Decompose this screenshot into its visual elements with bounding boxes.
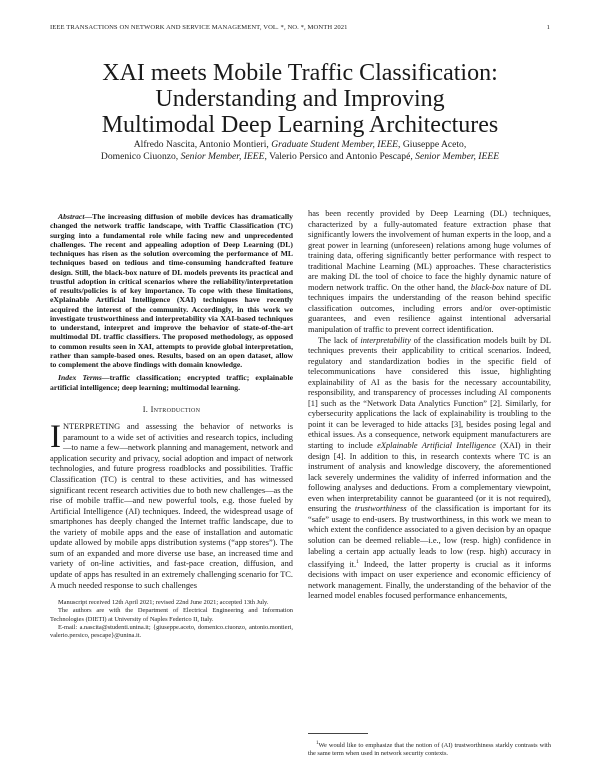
body-paragraph <box>308 336 551 602</box>
author-list <box>50 139 550 164</box>
manuscript-footnotes <box>50 599 293 640</box>
author-role: Senior Member, IEEE <box>415 151 500 163</box>
abstract <box>50 212 293 369</box>
section-number: I. <box>142 404 151 414</box>
footnote-text: We would like to emphasize that the notion of (AI) trustworthiness starkly contrasts with the same term when used in network security contexts. <box>308 742 551 758</box>
left-column <box>50 212 293 641</box>
body-paragraph <box>308 209 551 336</box>
paragraph-text: has been recently provided by Deep Learning (DL) techniques, characterized by a fully-automated feature extraction phase that significantly lowers the involvement of human experts in the loop, and a great power in learning (unforeseen) relations among huge volumes of training data, offering significantly better performance with respect to traditional Machine Learning (ML) approaches. These characteristics are making DL the tool of choice to face the highly dynamic nature of modern network traffic. On the other hand, the <box>308 209 551 292</box>
index-terms-label: Index Terms <box>58 373 102 383</box>
paragraph-text: (XAI) in their design [4]. In addition to this, in research contexts where TC is an instrument of analysis and knowledge discovery, the aforementioned lack severely undermines the validity of inferred information and the following analyses and deductions. From a complementary viewpoint, even when interpretability cannot be guaranteed (or it is not required), ensuring the <box>308 441 551 514</box>
emphasis: trustworthiness <box>354 504 407 514</box>
footnote-marker: 1 <box>356 559 359 566</box>
abstract-label: Abstract <box>58 212 85 221</box>
paragraph-text: nature of DL techniques impairs the understanding of the reason behind specific classification outcomes, including errors and/or over-optimistic guarantees, and even resilience against intentional adversarial manipulation of traffic to prevent correct identification. <box>308 282 551 335</box>
author-line-1 <box>50 139 550 151</box>
index-terms-text: —traffic classification; encrypted traffic; explainable artificial intelligence; deep learning; multimodal learning. <box>50 373 293 392</box>
footnote <box>308 740 551 759</box>
received-note: Manuscript received 12th April 2021; revised 22nd June 2021; accepted 13th July. <box>58 599 269 607</box>
intro-text: and assessing the behavior of networks is paramount to a wide set of activities and research topics, including—to name a few—network planning and management, network and application security and privacy, social adoption and impact of network technologies, and future progress roadblocks and possibilities. Traffic Classification (TC) is central to these activities, and has witnessed significant recent research activities due to both new challenges—as the rise of mobile traffic—and new powerful tools, e.g. those fueled by Artificial Intelligence (AI) techniques. Indeed, the widespread usage of smartphones has deeply changed the Internet traffic landscape, due to the variety of mobile apps and the ease of installation and automatic update allowed by mobile apps distribution systems (“app stores”). The sum of an expanded and more diverse use base, an increased time and variety of on-line activities, and fast-pace creation, diffusion, and update of apps has resulted in an extremely challenging scenario for TC. A much needed response to such challenges <box>50 422 293 590</box>
footnote-number: 1 <box>316 741 319 746</box>
email-note: E-mail: a.nascita@studenti.unina.it; {giuseppe.aceto, domenico.ciuonzo, antonio.montieri, valerio.persico, pescape}@unina.it. <box>50 623 293 640</box>
title-line-1: XAI meets Mobile Traffic Classification: <box>102 60 498 86</box>
footnote-divider <box>308 733 368 734</box>
paper-title <box>40 60 560 138</box>
page-number: 1 <box>546 24 550 31</box>
title-line-3: Multimodal Deep Learning Architectures <box>101 112 499 138</box>
paragraph-text: of the classification models built by DL techniques prevents their applicability to critical scenarios. Indeed, regulatory and standardization bodies in the specific field of telecommunications have considered this issue, highlighting explainability of AI as the basis for the necessary accountability, responsibility, and transparency of processes including AI components [1] such as the “Network Data Analytics Function” [2]. Similarly, for cybersecurity applications the lack of explainability is troubling to the point it can be leveraged to hide attacks [3], besides posing legal and ethical issues. As a consequence, network equipment manufacturers are starting to include <box>308 335 552 451</box>
emphasis: black-box <box>470 282 504 292</box>
affiliation-note: The authors are with the Department of Electrical Engineering and Information Technologies (DIETI) at University of Naples Federico II, Italy. <box>50 607 293 623</box>
section-title: Introduction <box>150 404 201 414</box>
author-role: Graduate Student Member, IEEE <box>271 139 399 150</box>
running-header <box>50 24 550 36</box>
author-names: , Valerio Persico and Antonio Pescapé, <box>264 151 416 163</box>
section-heading <box>50 405 293 416</box>
drop-cap: I <box>50 419 61 456</box>
journal-header: IEEE TRANSACTIONS ON NETWORK AND SERVICE MANAGEMENT, VOL. *, NO. *, MONTH 2021 <box>50 24 348 31</box>
emphasis: eXplainable Artificial Intelligence <box>377 441 496 451</box>
paragraph-text: The lack of <box>318 335 361 345</box>
right-column <box>308 209 551 602</box>
author-names: Domenico Ciuonzo, <box>100 151 181 163</box>
paragraph-text: Indeed, the latter property is crucial as it informs decisions with impact on user experience and economic efficiency of network management. Finally, the understanding of the behavior of the learned model enables focused performance enhancements, <box>308 559 551 601</box>
emphasis: interpretability <box>360 335 411 345</box>
intro-caps: NTERPRETING <box>63 422 121 432</box>
index-terms <box>50 373 293 392</box>
author-role: Senior Member, IEEE <box>180 151 265 163</box>
abstract-text: —The increasing diffusion of mobile devices has dramatically changed the network traffic landscape, with Traffic Classification (TC) surging into a fundamental role while facing new and unprecedented challenges. The recent and appealing adoption of Deep Learning (DL) techniques has risen as the solution overcoming the performance of ML techniques based on tedious and time-consuming handcrafted feature design. Still, the black-box nature of DL models prevents its practical and trustful adoption in critical scenarios where the reliability/interpretation of results/policies is of key importance. To cope with these limitations, eXplainable Artificial Intelligence (XAI) techniques have recently acquired the interest of the community. Accordingly, in this work we investigate trustworthiness and interpretability via XAI-based techniques to understand, interpret and improve the behavior of state-of-the-art multimodal DL traffic classifiers. The proposed methodology, as opposed to common results seen in XAI, attempts to provide global interpretation, rather than sample-based ones. Results, based on an open dataset, allow to complement the above findings with domain knowledge. <box>50 212 293 369</box>
author-line-2 <box>50 151 550 163</box>
author-names: Alfredo Nascita, Antonio Montieri, <box>133 139 272 150</box>
title-line-2: Understanding and Improving <box>155 86 445 112</box>
intro-paragraph <box>50 419 293 591</box>
author-names: , Giuseppe Aceto, <box>398 139 467 150</box>
paragraph-text: of the classification is important for its “safe” usage to end-users. By trustworthiness, in this work we mean to which extent the confidence associated to a given decision by an opaque solution can be deemed reliable—i.e., low (resp. high) confidence in labeling a certain app actually leads to low (resp. high) accuracy in classifying it. <box>308 504 551 569</box>
